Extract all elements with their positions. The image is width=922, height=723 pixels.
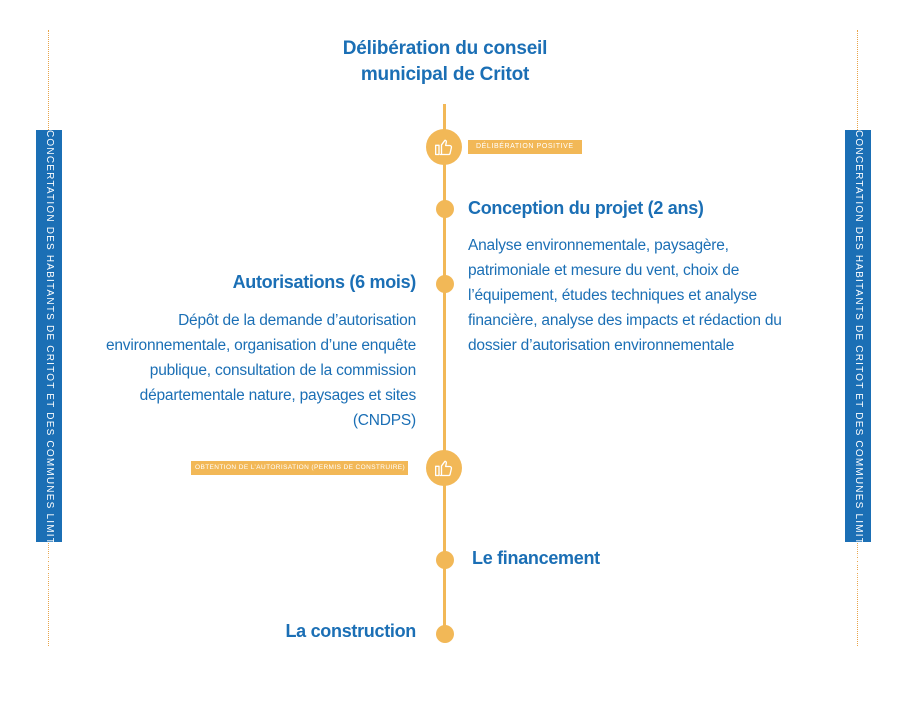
step-conception-text: Analyse environnementale, paysagère, patrimoniale et mesure du vent, choix de l’équipement, études techniques et analyse financière, analyse des impacts et rédaction du dossier d’autorisation environnementale (468, 237, 782, 354)
left-sidebar-label: CONCERTATION DES HABITANTS DE CRITOT ET DES COMMUNES LIMITROPHES (44, 130, 55, 595)
step-construction-heading: La construction (285, 621, 416, 641)
left-sidebar (36, 130, 62, 595)
timeline-dot-financement (436, 551, 454, 569)
milestone-positive-label: DÉLIBÉRATION POSITIVE (468, 140, 582, 154)
step-autorisations-heading: Autorisations (6 mois) (232, 272, 416, 292)
diagram-title: Délibération du conseil municipal de Critot (342, 38, 548, 85)
step-autorisations-text: Dépôt de la demande d’autorisation environnementale, organisation d’une enquête publique, consultation de la commission départementale nature, paysages et sites (CNDPS) (105, 312, 416, 429)
milestone-permit-label: OBTENTION DE L’AUTORISATION (PERMIS DE CONSTRUIRE) (191, 461, 408, 475)
timeline-dot-construction (436, 625, 454, 643)
step-conception-heading: Conception du projet (2 ans) (468, 198, 704, 218)
thumbs-up-icon (434, 458, 454, 478)
milestone-positive (426, 129, 462, 165)
thumbs-up-icon (434, 137, 454, 157)
timeline-dot-conception (436, 200, 454, 218)
right-sidebar (845, 130, 871, 595)
timeline-dot-autorisations (436, 275, 454, 293)
step-financement-heading: Le financement (472, 548, 600, 568)
right-sidebar-label: CONCERTATION DES HABITANTS DE CRITOT ET DES COMMUNES LIMITROPHES (853, 130, 864, 595)
milestone-permit (426, 450, 462, 486)
